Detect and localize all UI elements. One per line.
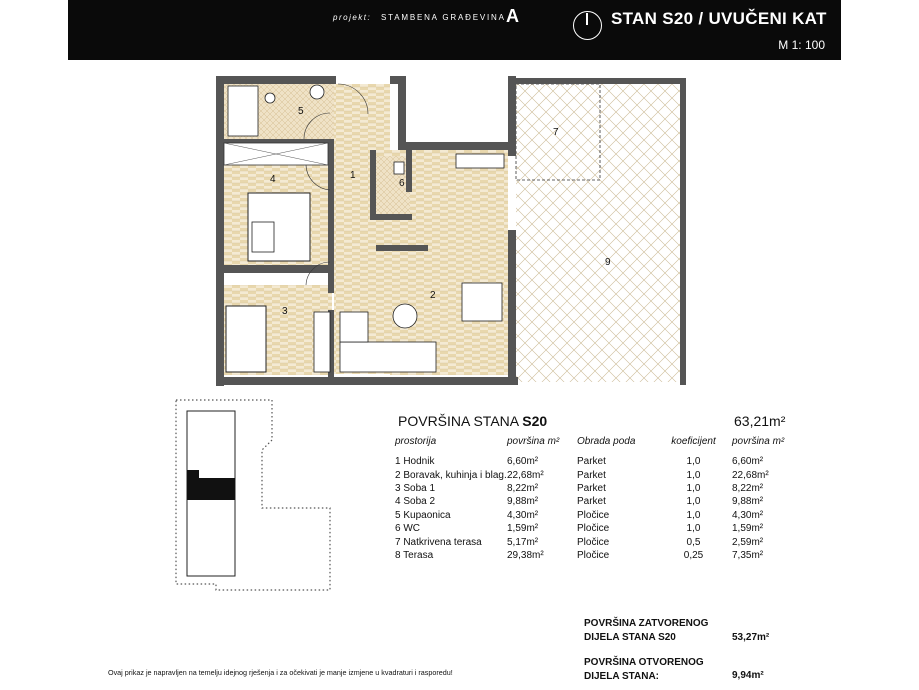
net-area: 22,68m² xyxy=(732,469,769,481)
table-row xyxy=(395,549,802,562)
kitchen-counter xyxy=(456,154,504,168)
floor-finish: Parket xyxy=(577,469,606,481)
toilet xyxy=(265,93,275,103)
coffee-table xyxy=(393,304,417,328)
summary-total: 63,21m² xyxy=(734,413,786,429)
coefficient: 1,0 xyxy=(686,509,701,521)
col-header-coefficient: koeficijent xyxy=(671,436,716,447)
closed-area-label xyxy=(584,617,708,645)
room-label-7: 7 xyxy=(553,127,559,138)
floor-finish: Pločice xyxy=(577,549,610,561)
room-area: 8,22m² xyxy=(507,482,539,494)
scale-label: M 1: 100 xyxy=(778,38,825,52)
unit-title: STAN S20 / UVUČENI KAT xyxy=(611,9,827,28)
key-plan xyxy=(176,400,330,590)
coefficient: 1,0 xyxy=(686,456,701,468)
closed-area-label-line2: DIJELA STANA S20 xyxy=(584,632,676,643)
table-row xyxy=(395,522,802,535)
col-header-area: površina m² xyxy=(507,436,560,447)
project-letter: A xyxy=(506,6,519,26)
net-area: 4,30m² xyxy=(732,509,764,521)
bathtub xyxy=(228,86,258,136)
coefficient: 1,0 xyxy=(686,523,701,535)
room-area: 4,30m² xyxy=(507,509,539,521)
table-row xyxy=(395,468,802,481)
open-area-label-line2: DIJELA STANA: xyxy=(584,671,659,682)
room-name: 6 WC xyxy=(395,523,420,535)
open-area-label xyxy=(584,656,704,684)
floor-finish: Pločice xyxy=(577,536,610,548)
room-name: 1 Hodnik xyxy=(395,456,435,468)
coefficient: 0,5 xyxy=(686,536,701,548)
washbasin xyxy=(310,85,324,99)
table-row xyxy=(395,482,802,495)
room-name: 3 Soba 1 xyxy=(395,482,436,494)
floor-finish: Parket xyxy=(577,456,606,468)
coefficient: 1,0 xyxy=(686,496,701,508)
sofa xyxy=(340,342,436,372)
room-name: 4 Soba 2 xyxy=(395,496,436,508)
bed-room-3 xyxy=(226,306,266,372)
room-area: 22,68m² xyxy=(507,469,544,481)
net-area: 9,88m² xyxy=(732,496,764,508)
net-area: 8,22m² xyxy=(732,482,764,494)
open-area-value: 9,94m² xyxy=(732,670,764,681)
room-label-4: 4 xyxy=(270,174,276,185)
room-label-2: 2 xyxy=(430,290,436,301)
room-name: 7 Natkrivena terasa xyxy=(395,536,482,548)
table-row xyxy=(395,535,802,548)
dining-table xyxy=(462,283,502,321)
col-header-room: prostorija xyxy=(395,436,437,447)
room-name: 2 Boravak, kuhinja i blag. xyxy=(395,469,507,481)
closed-area-label-line1: POVRŠINA ZATVORENOG xyxy=(584,618,709,629)
floor-finish: Parket xyxy=(577,482,606,494)
col-header-net-area: površina m² xyxy=(732,436,785,447)
floor-finish: Pločice xyxy=(577,523,610,535)
floor-finish: Pločice xyxy=(577,509,610,521)
room-name: 8 Terasa xyxy=(395,549,434,561)
open-area-label-line1: POVRŠINA OTVORENOG xyxy=(584,657,704,668)
room-area: 1,59m² xyxy=(507,523,539,535)
room-label-5: 5 xyxy=(298,106,304,117)
project-name: STAMBENA GRAĐEVINA xyxy=(381,13,506,22)
room-label-6: 6 xyxy=(399,178,405,189)
table-header-row xyxy=(395,436,802,455)
net-area: 7,35m² xyxy=(732,549,764,561)
floor-finish: Parket xyxy=(577,496,606,508)
project-label: projekt: xyxy=(333,13,372,22)
coefficient: 1,0 xyxy=(686,469,701,481)
col-header-floor: Obrada poda xyxy=(577,436,636,447)
room-area: 5,17m² xyxy=(507,536,539,548)
room-area: 9,88m² xyxy=(507,496,539,508)
room-area-table xyxy=(395,436,802,562)
coefficient: 0,25 xyxy=(683,549,704,561)
room-area: 6,60m² xyxy=(507,456,539,468)
table-row xyxy=(395,495,802,508)
summary-title-prefix: POVRŠINA STANA xyxy=(398,413,519,429)
closed-area-value: 53,27m² xyxy=(732,632,770,643)
table-row xyxy=(395,455,802,468)
room-label-3: 3 xyxy=(282,306,288,317)
coefficient: 1,0 xyxy=(686,482,701,494)
disclaimer-note: Ovaj prikaz je napravljen na temelju idejnog rješenja i za očekivati je manje izmjene u kvadraturi i rasporedu! xyxy=(108,668,453,677)
floor-terrace xyxy=(516,84,684,382)
summary-title xyxy=(398,413,547,429)
net-area: 2,59m² xyxy=(732,536,764,548)
table-row xyxy=(395,509,802,522)
room-area: 29,38m² xyxy=(507,549,544,561)
room-label-1: 1 xyxy=(350,170,356,181)
room-name: 5 Kupaonica xyxy=(395,509,451,521)
room-label-9: 9 xyxy=(605,257,611,268)
net-area: 1,59m² xyxy=(732,523,764,535)
floor-wc xyxy=(376,156,410,218)
net-area: 6,60m² xyxy=(732,456,764,468)
summary-title-unit: S20 xyxy=(522,413,548,429)
